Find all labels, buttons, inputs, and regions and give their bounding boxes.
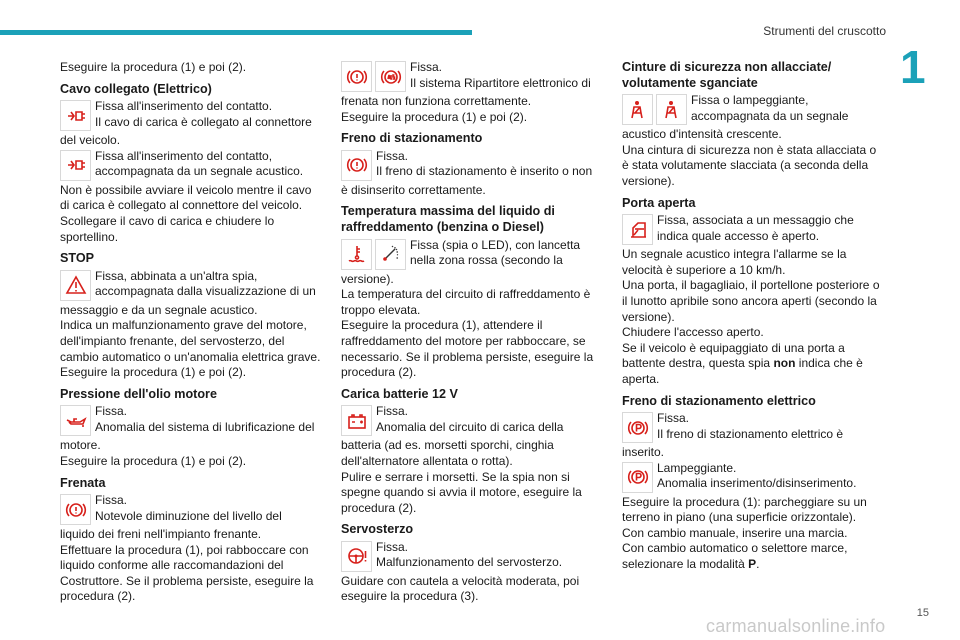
parking-brake-icon: [622, 412, 653, 443]
text-line: Fissa.: [95, 404, 128, 419]
text-line: Il cavo di carica è collegato al connettore: [95, 114, 312, 129]
text-paragraph: Con cambio manuale, inserire una marcia.: [622, 525, 848, 540]
text-paragraph: Pulire e serrare i morsetti. Se la spia non si spegne quando si avvia il motore, eseguire la procedura (2).: [341, 469, 582, 515]
text-line: Lampeggiante.: [657, 460, 737, 475]
text-paragraph: liquido dei freni nell'impianto frenante.: [60, 527, 262, 542]
text-line: Il freno di stazionamento è inserito o non: [376, 164, 593, 179]
icon-group: [622, 462, 653, 493]
text-paragraph: Effettuare la procedura (1), poi rabboccare con liquido conforme alle raccomandazioni del Costruttore. Se il problema persiste, eseguire la procedura (2).: [60, 542, 314, 604]
text-paragraph: [622, 341, 884, 388]
text-paragraph: Un segnale acustico integra l'allarme se la velocità è superiore a 10 km/h.: [622, 247, 847, 277]
emphasis-text: non: [773, 356, 796, 371]
column-2: [341, 60, 603, 605]
text-paragraph: Guidare con cautela a velocità moderata, poi eseguire la procedura (3).: [341, 573, 580, 604]
text-line: Fissa (spia o LED), con lancetta: [410, 237, 581, 252]
text-line: Fissa.: [376, 539, 409, 554]
text-line: Fissa.: [95, 493, 128, 508]
text-run: indica che è aperta.: [622, 356, 863, 386]
icon-group: [60, 494, 91, 525]
text-line: del veicolo.: [60, 133, 121, 148]
text-line: Fissa.: [410, 60, 443, 74]
parking-brake-icon: [622, 462, 653, 493]
open-door-icon: [622, 214, 653, 245]
text-line: Anomalia del sistema di lubrificazione del: [95, 419, 315, 434]
text-paragraph: inserito.: [622, 445, 665, 460]
text-paragraph: Eseguire la procedura (1) e poi (2).: [341, 109, 528, 124]
icon-group: [341, 61, 406, 92]
text-line: Anomalia del circuito di carica della: [376, 419, 564, 434]
icon-group: [341, 405, 372, 436]
text-run: Se il veicolo è equipaggiato di una porta a battente destra, questa spia: [622, 340, 845, 371]
text-run: Con cambio automatico o selettore marce, selezionare la modalità: [622, 541, 848, 572]
column-1: [60, 60, 322, 605]
seatbelt-icon: [622, 94, 653, 125]
text-line: Il freno di stazionamento elettrico è: [657, 426, 844, 441]
text-paragraph: [622, 541, 884, 572]
section-title: Strumenti del cruscotto: [763, 24, 886, 38]
icon-group: [60, 270, 91, 301]
chapter-number: 1: [900, 41, 926, 93]
icon-group: [622, 412, 653, 443]
icon-group: [60, 150, 91, 181]
text-line: accompagnata dalla visualizzazione di un: [95, 284, 316, 299]
heading-cavo: Cavo collegato (Elettrico): [60, 81, 212, 96]
text-paragraph: batteria (ad es. morsetti sporchi, cinghia dell'alternatore allentata o rotta).: [341, 438, 554, 468]
text-paragraph: Non è possibile avviare il veicolo mentre il cavo di carica è collegato al connettore del veicolo. Scollegare il cavo di carica e chiudere lo sportellino.: [60, 182, 312, 244]
icon-group: [341, 150, 372, 181]
text-paragraph: versione).: [341, 271, 394, 286]
steering-wheel-warning-icon: [341, 541, 372, 572]
text-paragraph: La temperatura del circuito di raffreddamento è troppo elevata.: [341, 287, 591, 317]
text-line: Malfunzionamento del servosterzo.: [376, 555, 563, 570]
text-paragraph: acustico d'intensità crescente.: [622, 127, 782, 142]
text-line: Fissa.: [376, 148, 409, 163]
brake-warning-icon: [341, 61, 372, 92]
column-3: [622, 60, 884, 573]
text-paragraph: Eseguire la procedura (1): parcheggiare su un terreno in piano (una superficie orizzontale).: [622, 494, 867, 525]
header-accent-bar: [0, 30, 472, 35]
heading-batteria: Carica batterie 12 V: [341, 386, 458, 401]
text-paragraph: frenata non funziona correttamente.: [341, 94, 532, 108]
text-line: Notevole diminuzione del livello del: [95, 508, 282, 523]
text-line: Fissa all'inserimento del contatto,: [95, 148, 273, 163]
text-line: Il sistema Ripartitore elettronico di: [410, 75, 591, 90]
icon-group: [341, 541, 372, 572]
text-line: nella zona rossa (secondo la: [410, 253, 563, 268]
heading-olio: Pressione dell'olio motore: [60, 386, 217, 401]
heading-temperatura: Temperatura massima del liquido di raffreddamento (benzina o Diesel): [341, 204, 555, 234]
text-paragraph: è disinserito correttamente.: [341, 182, 486, 197]
charging-plug-icon: [60, 100, 91, 131]
heading-frenata: Frenata: [60, 475, 106, 490]
text-paragraph: Una porta, il bagagliaio, il portellone posteriore o il lunotto apribile sono ancora aperti (secondo la versione).: [622, 278, 880, 324]
text-line: accompagnata da un segnale acustico.: [95, 164, 304, 179]
text-line: Anomalia inserimento/disinserimento.: [657, 476, 857, 491]
heading-freno-elettrico: Freno di stazionamento elettrico: [622, 393, 816, 408]
text-run: .: [756, 557, 760, 572]
text-line: Fissa, abbinata a un'altra spia,: [95, 268, 258, 283]
watermark: carmanualsonline.info: [706, 616, 886, 636]
text-paragraph: Eseguire la procedura (1) e poi (2).: [60, 365, 247, 380]
text-paragraph: Chiudere l'accesso aperto.: [622, 325, 764, 340]
heading-cinture: Cinture di sicurezza non allacciate/ volutamente sganciate: [622, 60, 832, 90]
text-paragraph: Una cintura di sicurezza non è stata allacciata o è stata volutamente slacciata (a seconda della versione).: [622, 142, 877, 188]
oil-can-icon: [60, 405, 91, 436]
text-line: Fissa.: [657, 411, 690, 426]
heading-stop: STOP: [60, 251, 95, 266]
warning-triangle-icon: [60, 270, 91, 301]
battery-icon: [341, 405, 372, 436]
text-line: Fissa all'inserimento del contatto.: [95, 99, 273, 114]
text-paragraph: messaggio e da un segnale acustico.: [60, 302, 258, 317]
abs-icon: [375, 61, 406, 92]
text-paragraph: Eseguire la procedura (1), attendere il raffreddamento del motore per rabboccare, se necessario. Se il problema persiste, eseguire la procedura (2).: [341, 318, 594, 380]
text-line: Fissa.: [376, 404, 409, 419]
icon-group: [622, 214, 653, 245]
text-line: Fissa, associata a un messaggio che: [657, 213, 854, 228]
heading-porta: Porta aperta: [622, 195, 696, 210]
coolant-temperature-icon: [341, 239, 372, 270]
text-paragraph: motore.: [60, 438, 101, 453]
icon-group: [622, 94, 687, 125]
text-paragraph: Indica un malfunzionamento grave del motore, dell'impianto frenante, del servosterzo, del cambio automatico o un'anomalia elettrica grave.: [60, 318, 321, 364]
temperature-gauge-icon: [375, 239, 406, 270]
page-number: 15: [916, 607, 929, 619]
charging-plug-icon: [60, 150, 91, 181]
seatbelt-icon: [656, 94, 687, 125]
text-line: Fissa o lampeggiante,: [691, 93, 809, 108]
brake-warning-icon: [341, 150, 372, 181]
intro-text: Eseguire la procedura (1) e poi (2).: [60, 60, 247, 74]
heading-servosterzo: Servosterzo: [341, 522, 414, 537]
brake-warning-icon: [60, 494, 91, 525]
icon-group: [341, 239, 406, 270]
heading-stazionamento: Freno di stazionamento: [341, 131, 483, 146]
icon-group: [60, 405, 91, 436]
icon-group: [60, 100, 91, 131]
text-line: accompagnata da un segnale: [691, 108, 849, 123]
text-line: indica quale accesso è aperto.: [657, 228, 820, 243]
emphasis-text: P: [748, 557, 757, 572]
text-paragraph: Eseguire la procedura (1) e poi (2).: [60, 453, 247, 468]
